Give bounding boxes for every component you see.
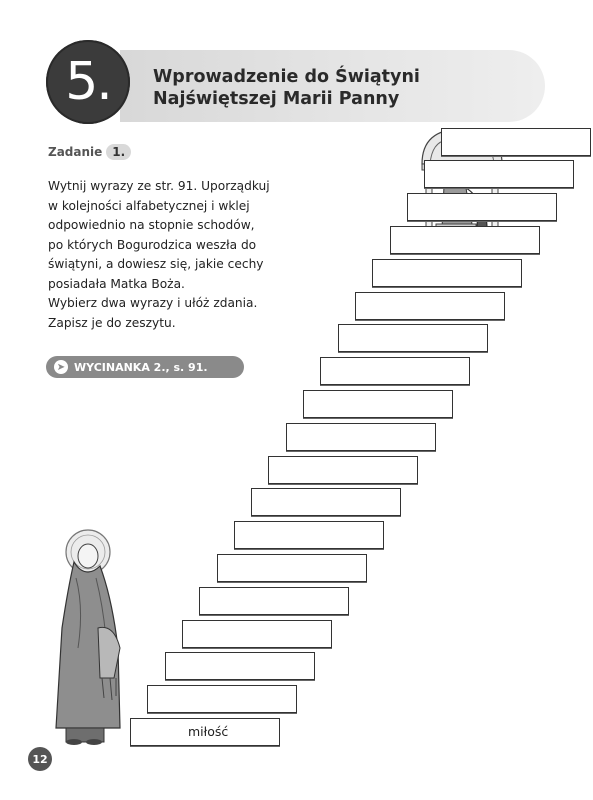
stair-step	[165, 652, 315, 680]
stair-step	[320, 357, 470, 385]
task-label	[48, 144, 131, 160]
lesson-number: 5.	[65, 52, 111, 112]
cutout-reference-badge	[46, 356, 244, 378]
title-line-1: Wprowadzenie do Świątyni	[153, 67, 420, 87]
stair-step	[234, 521, 384, 549]
task-label-text: Zadanie	[48, 145, 103, 159]
stair-step	[355, 292, 505, 320]
title-line-2: Najświętszej Marii Panny	[153, 89, 400, 109]
instruction-line: po których Bogurodzica weszła do	[48, 237, 257, 252]
stair-step	[251, 488, 401, 516]
stair-step	[199, 587, 349, 615]
instruction-line: w kolejności alfabetycznej i wklej	[48, 198, 250, 213]
stair-step	[286, 423, 436, 451]
stair-step	[147, 685, 297, 713]
instruction-line: Zapisz je do zeszytu.	[48, 315, 176, 330]
stair-step	[372, 259, 522, 287]
stair-step	[441, 128, 591, 156]
stair-step	[303, 390, 453, 418]
page-title	[153, 66, 533, 110]
cutout-reference-text: WYCINANKA 2., s. 91.	[74, 360, 208, 374]
mary-figure-illustration	[48, 528, 128, 746]
stair-step	[424, 160, 574, 188]
instruction-line: posiadała Matka Boża.	[48, 276, 185, 291]
instruction-line: świątyni, a dowiesz się, jakie cechy	[48, 257, 264, 271]
task-instructions	[48, 177, 323, 333]
page-number: 12	[28, 747, 52, 771]
stair-step	[182, 620, 332, 648]
stair-step	[338, 324, 488, 352]
stair-step	[390, 226, 540, 254]
lesson-number-badge	[46, 40, 130, 124]
stair-step-word: miłość	[188, 724, 229, 739]
task-number-badge: 1.	[106, 144, 131, 160]
stair-step	[217, 554, 367, 582]
stair-step	[268, 456, 418, 484]
arrow-right-icon: ➤	[54, 360, 68, 374]
instruction-line: odpowiednio na stopnie schodów,	[48, 218, 255, 232]
instruction-line: Wybierz dwa wyrazy i ułóż zdania.	[48, 296, 258, 310]
stair-step	[407, 193, 557, 221]
instruction-line: Wytnij wyrazy ze str. 91. Uporządkuj	[48, 179, 270, 193]
